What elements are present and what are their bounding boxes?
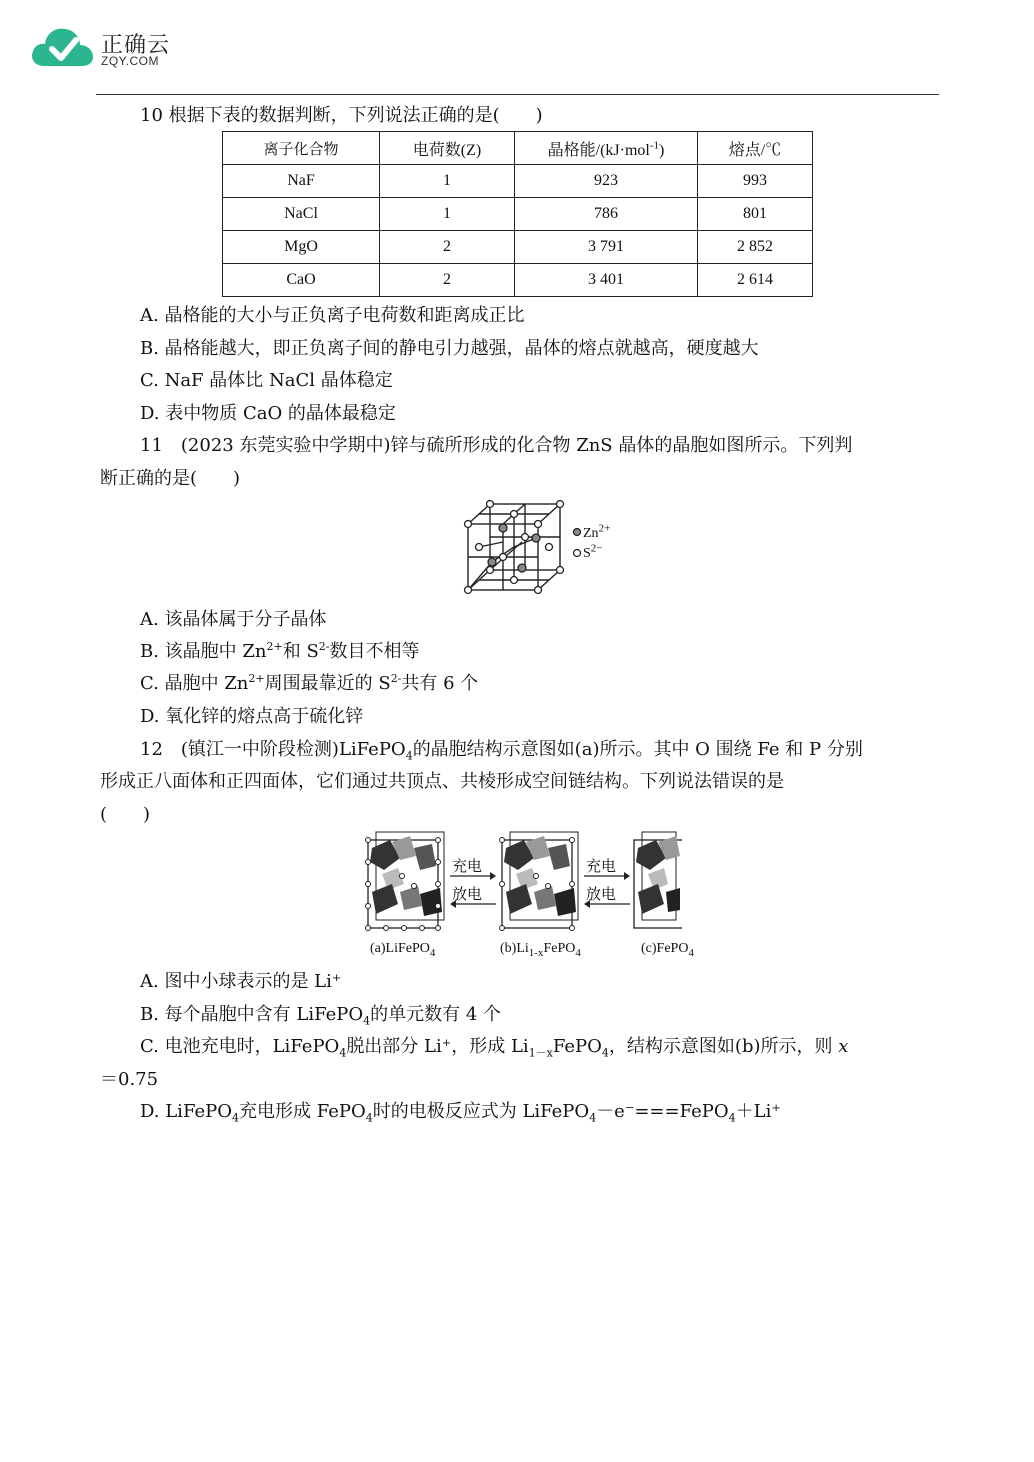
- table-cell: NaF: [223, 165, 380, 198]
- brand-domain: ZQY.COM: [101, 54, 159, 68]
- table-header: 熔点/℃: [698, 132, 813, 165]
- discharge-label-1: 放电: [452, 885, 483, 903]
- table-cell: 786: [515, 198, 698, 231]
- q12-option-b: B. 每个晶胞中含有 LiFePO$_4$的单元数有 4 个: [140, 1004, 502, 1028]
- table-cell: 1: [380, 165, 515, 198]
- q12-option-a: A. 图中小球表示的是 Li⁺: [140, 971, 342, 992]
- q11-option-c: C. 晶胞中 $Zn^{2+}$周围最靠近的 $S^{2-}$共有 6 个: [140, 672, 479, 694]
- lattice-energy-table: [222, 131, 813, 297]
- figure-label-c: (c)FePO$_4$: [641, 941, 694, 959]
- table-cell: 3 791: [515, 231, 698, 264]
- q12-option-c: C. 电池充电时，LiFePO$_4$脱出部分 Li⁺，形成 $Li_{1-x}FePO_4$，结构示意图如(b)所示，则 x: [140, 1036, 849, 1060]
- discharge-label-2: 放电: [586, 885, 617, 903]
- table-header: 离子化合物: [223, 132, 380, 165]
- table-cell: CaO: [223, 264, 380, 297]
- q12-stem: 12 (镇江一中阶段检测)LiFePO$_4$的晶胞结构示意图如(a)所示。其中 O 围绕 Fe 和 P 分别: [140, 739, 863, 763]
- table-cell: 923: [515, 165, 698, 198]
- q10-option-a: A. 晶格能的大小与正负离子电荷数和距离成正比: [140, 305, 525, 326]
- q12-option-d: D. LiFePO$_4$充电形成 FePO$_4$时的电极反应式为 LiFePO$_4$－e⁻===FePO$_4$＋Li⁺: [140, 1101, 781, 1125]
- figure-label-b: $(b)Li_{1-x}FePO_4$: [500, 941, 581, 959]
- s-legend-icon: [574, 550, 581, 557]
- q12-stem-paren: ( ): [100, 804, 151, 825]
- table-cell: 2 852: [698, 231, 813, 264]
- header-divider: [96, 94, 939, 95]
- charge-label-2: 充电: [586, 857, 617, 875]
- table-header-row: [223, 132, 813, 165]
- cell-a-icon: [366, 832, 445, 931]
- q10-stem: 10 根据下表的数据判断，下列说法正确的是( ): [140, 105, 543, 126]
- table-cell: 993: [698, 165, 813, 198]
- table-header: 电荷数(Z): [380, 132, 515, 165]
- table-cell: 2: [380, 264, 515, 297]
- figure-label-a: (a)LiFePO$_4$: [370, 941, 436, 959]
- table-row: [223, 231, 813, 264]
- q12-stem-cont: 形成正八面体和正四面体，它们通过共顶点、共棱形成空间链结构。下列说法错误的是: [100, 771, 784, 792]
- q10-option-b: B. 晶格能越大，即正负离子间的静电引力越强，晶体的熔点就越高，硬度越大: [140, 338, 759, 359]
- table-cell: 3 401: [515, 264, 698, 297]
- table-cell: MgO: [223, 231, 380, 264]
- legend-s: $S^{2-}$: [583, 542, 603, 561]
- q11-stem: 11 (2023 东莞实验中学期中)锌与硫所形成的化合物 ZnS 晶体的晶胞如图所示。下列判: [140, 435, 853, 456]
- q11-option-b: B. 该晶胞中 $Zn^{2+}$和 $S^{2-}$数目不相等: [140, 640, 420, 662]
- cell-b-icon: [500, 832, 579, 931]
- q10-option-c: C. NaF 晶体比 NaCl 晶体稳定: [140, 370, 393, 391]
- lifepo4-charge-figure: [362, 830, 682, 932]
- table-cell: NaCl: [223, 198, 380, 231]
- table-cell: 2 614: [698, 264, 813, 297]
- table-header: 晶格能/(kJ·mol$^{-1}$): [515, 132, 698, 165]
- brand-name: 正确云: [101, 33, 171, 58]
- q11-option-d: D. 氧化锌的熔点高于硫化锌: [140, 706, 364, 727]
- table-row: [223, 264, 813, 297]
- table-cell: 801: [698, 198, 813, 231]
- cell-c-icon: [634, 832, 682, 928]
- q11-option-a: A. 该晶体属于分子晶体: [140, 609, 327, 630]
- table-cell: 1: [380, 198, 515, 231]
- q11-stem-cont: 断正确的是( ): [100, 468, 241, 489]
- q10-option-d: D. 表中物质 CaO 的晶体最稳定: [140, 403, 396, 424]
- table-row: [223, 198, 813, 231]
- table-cell: 2: [380, 231, 515, 264]
- table-row: [223, 165, 813, 198]
- legend-zn: $Zn^{2+}$: [583, 522, 611, 541]
- zn-legend-icon: [574, 529, 581, 536]
- charge-label-1: 充电: [452, 857, 483, 875]
- q12-option-c-cont: ＝0.75: [100, 1069, 159, 1090]
